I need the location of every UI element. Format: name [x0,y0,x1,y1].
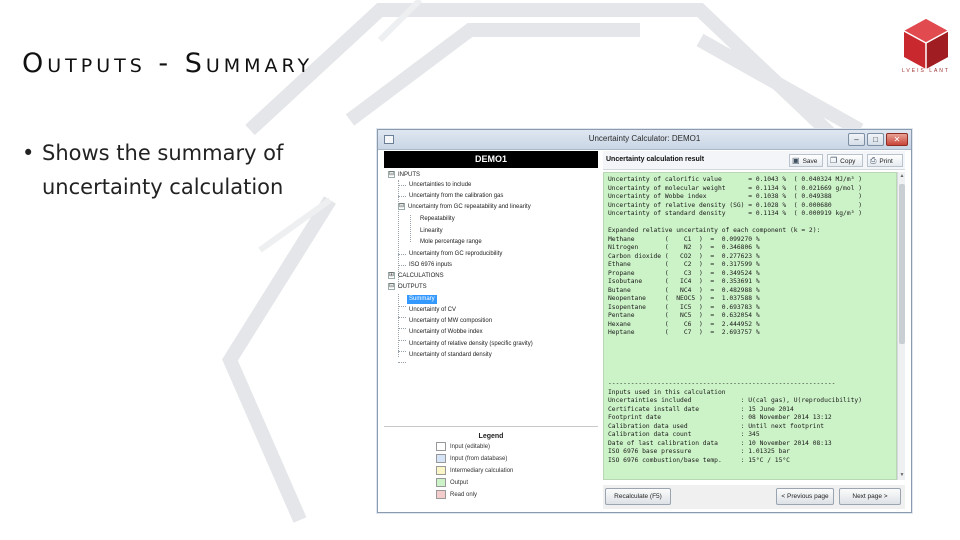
app-window [377,129,912,513]
scroll-thumb[interactable] [899,184,905,344]
save-button[interactable] [789,154,823,167]
result-line: Uncertainty of calorific value = 0.1043 % ( 0.040324 MJ/m³ ) [608,176,863,183]
bullet-point [22,136,352,204]
tree-line [398,254,406,255]
slide-title: Outputs - Summary [22,48,314,79]
result-line: Carbon dioxide ( CO2 ) = 0.277623 % [608,252,760,260]
result-line: Pentane ( NC5 ) = 0.632054 % [608,312,760,319]
result-line: Propane ( C3 ) = 0.349524 % [608,269,760,277]
tree-item-iso-6976-inputs[interactable]: ISO 6976 inputs [409,262,453,268]
previous-page-button[interactable]: < Previous page [776,488,834,505]
tree-line [398,317,406,318]
scroll-up-icon[interactable]: ▲ [899,173,905,179]
legend-label: Output [450,480,469,487]
tree-item-label: Uncertainty from GC repeatability and linearity [408,204,531,211]
save-icon: ▣ [792,156,800,165]
tree-item-repeatability-linearity[interactable] [398,203,531,212]
legend-swatch [436,466,446,475]
tree-line [398,340,406,341]
result-line: ISO 6976 base pressure : 1.01325 bar [608,448,790,455]
vertical-scrollbar[interactable] [897,172,905,480]
navigation-tree [384,170,598,422]
result-line: Nitrogen ( N2 ) = 0.346806 % [608,244,760,251]
result-line: Isobutane ( IC4 ) = 0.353691 % [608,278,760,285]
print-label: Print [879,158,893,165]
tree-line [398,185,406,186]
result-line: Uncertainty of molecular weight = 0.1134 % ( 0.021669 g/mol ) [608,184,863,192]
tree-item-gc-reproducibility[interactable]: Uncertainty from GC reproducibility [409,251,503,257]
legend-swatch [436,454,446,463]
tree-line [398,294,399,357]
project-name-header: DEMO1 [384,151,598,168]
result-line: Isopentane ( IC5 ) = 0.693783 % [608,303,760,311]
result-toolbar [603,151,905,170]
legend-label: Input (from database) [450,456,508,463]
legend-label: Read only [450,492,478,499]
result-line: Inputs used in this calculation [608,388,726,396]
legend-label: Input (editable) [450,444,491,451]
print-button[interactable] [867,154,903,167]
result-output-box [603,172,897,480]
legend-swatch [436,490,446,499]
tree-item-calculations[interactable] [388,272,444,281]
legend-item [436,442,490,452]
legend-panel [384,426,598,508]
copy-icon: ❐ [830,156,838,165]
tree-line [398,328,406,329]
collapse-icon[interactable]: ⊟ [399,203,405,209]
collapse-icon[interactable]: ⊟ [389,283,395,289]
tree-item-calibration-gas[interactable]: Uncertainty from the calibration gas [409,193,504,199]
save-label: Save [802,158,818,165]
tree-line [410,215,411,242]
tree-line [398,306,406,307]
result-title: Uncertainty calculation result [606,156,705,163]
tree-item-uncertainty-standard-density[interactable]: Uncertainty of standard density [409,352,492,358]
result-line: Calibration data count : 345 [608,431,760,438]
tree-item-uncertainty-mw[interactable]: Uncertainty of MW composition [409,318,493,324]
tree-item-label: INPUTS [398,172,421,179]
tree-item-uncertainties-to-include[interactable]: Uncertainties to include [409,182,472,188]
result-line: ISO 6976 combustion/base temp. : 15°C / 15°C [608,456,790,464]
result-line: Calibration data used : Until next footprint [608,422,825,430]
copy-button[interactable] [827,154,863,167]
bullet-text: Shows the summary of uncertainty calculation [42,141,284,199]
result-line: Uncertainty of Wobbe index = 0.1038 % ( 0.049388 ) [608,193,863,200]
next-page-button[interactable]: Next page > [839,488,901,505]
bullet-dot: • [22,141,35,165]
expand-icon[interactable]: ⊞ [389,272,395,278]
tree-item-summary[interactable]: Summary [409,296,435,302]
tree-item-label: CALCULATIONS [398,273,444,280]
result-line: Butane ( NC4 ) = 0.482988 % [608,286,760,294]
maximize-button[interactable]: □ [867,133,884,146]
window-titlebar[interactable] [378,130,911,150]
result-line: Date of last calibration data : 10 November 2014 08:13 [608,439,832,447]
minimize-button[interactable]: – [848,133,865,146]
result-line: Uncertainty of relative density (SG) = 0.1028 % ( 0.000680 ) [608,201,863,209]
tree-item-repeatability[interactable]: Repeatability [420,216,455,222]
tree-item-uncertainty-wobbe[interactable]: Uncertainty of Wobbe index [409,329,483,335]
tree-item-uncertainty-relative-density[interactable]: Uncertainty of relative density (specific gravity) [409,341,533,347]
tree-item-inputs[interactable] [388,171,420,180]
legend-item [436,490,477,500]
tree-item-outputs[interactable] [388,283,427,292]
result-line: Ethane ( C2 ) = 0.317599 % [608,261,760,268]
tree-item-mole-percentage-range[interactable]: Mole percentage range [420,239,482,245]
tree-item-label: OUTPUTS [398,284,427,291]
legend-swatch [436,478,446,487]
tree-line [398,351,406,352]
result-line: Uncertainties included : U(cal gas), U(reproducibility) [608,397,863,404]
result-line: Footprint date : 08 November 2014 13:12 [608,414,832,421]
result-line: Certificate install date : 15 June 2014 [608,405,794,413]
result-line: Expanded relative uncertainty of each component (k = 2): [608,227,821,234]
bottom-bar [603,485,905,509]
collapse-icon[interactable]: ⊟ [389,171,395,177]
window-title: Uncertainty Calculator: DEMO1 [588,134,701,143]
result-line: Heptane ( C7 ) = 2.693757 % [608,329,760,336]
legend-title: Legend [478,433,504,440]
tree-item-linearity[interactable]: Linearity [420,228,443,234]
result-line: Hexane ( C6 ) = 2.444952 % [608,320,760,328]
recalculate-button[interactable]: Recalculate (F5) [605,488,671,505]
print-icon: ⎙ [870,156,877,165]
legend-label: Intermediary calculation [450,468,514,475]
legend-swatch [436,442,446,451]
result-line: ------------------------------------------------------------ [608,380,836,387]
logo-text: LVEIS LANT [902,68,950,74]
tree-line [398,196,406,197]
copy-label: Copy [840,158,856,165]
result-line: Methane ( C1 ) = 0.099270 % [608,235,760,243]
tree-item-uncertainty-cv[interactable]: Uncertainty of CV [409,307,457,313]
legend-item [436,478,468,488]
result-line: Neopentane ( NEOC5 ) = 1.037588 % [608,295,760,302]
result-line: Uncertainty of standard density = 0.1134 % ( 0.000919 kg/m³ ) [608,210,863,217]
close-button[interactable]: ✕ [886,133,908,146]
legend-item [436,454,507,464]
scroll-down-icon[interactable]: ▼ [899,472,905,478]
legend-item [436,466,513,476]
tree-line [398,362,406,363]
tree-line [398,265,406,266]
